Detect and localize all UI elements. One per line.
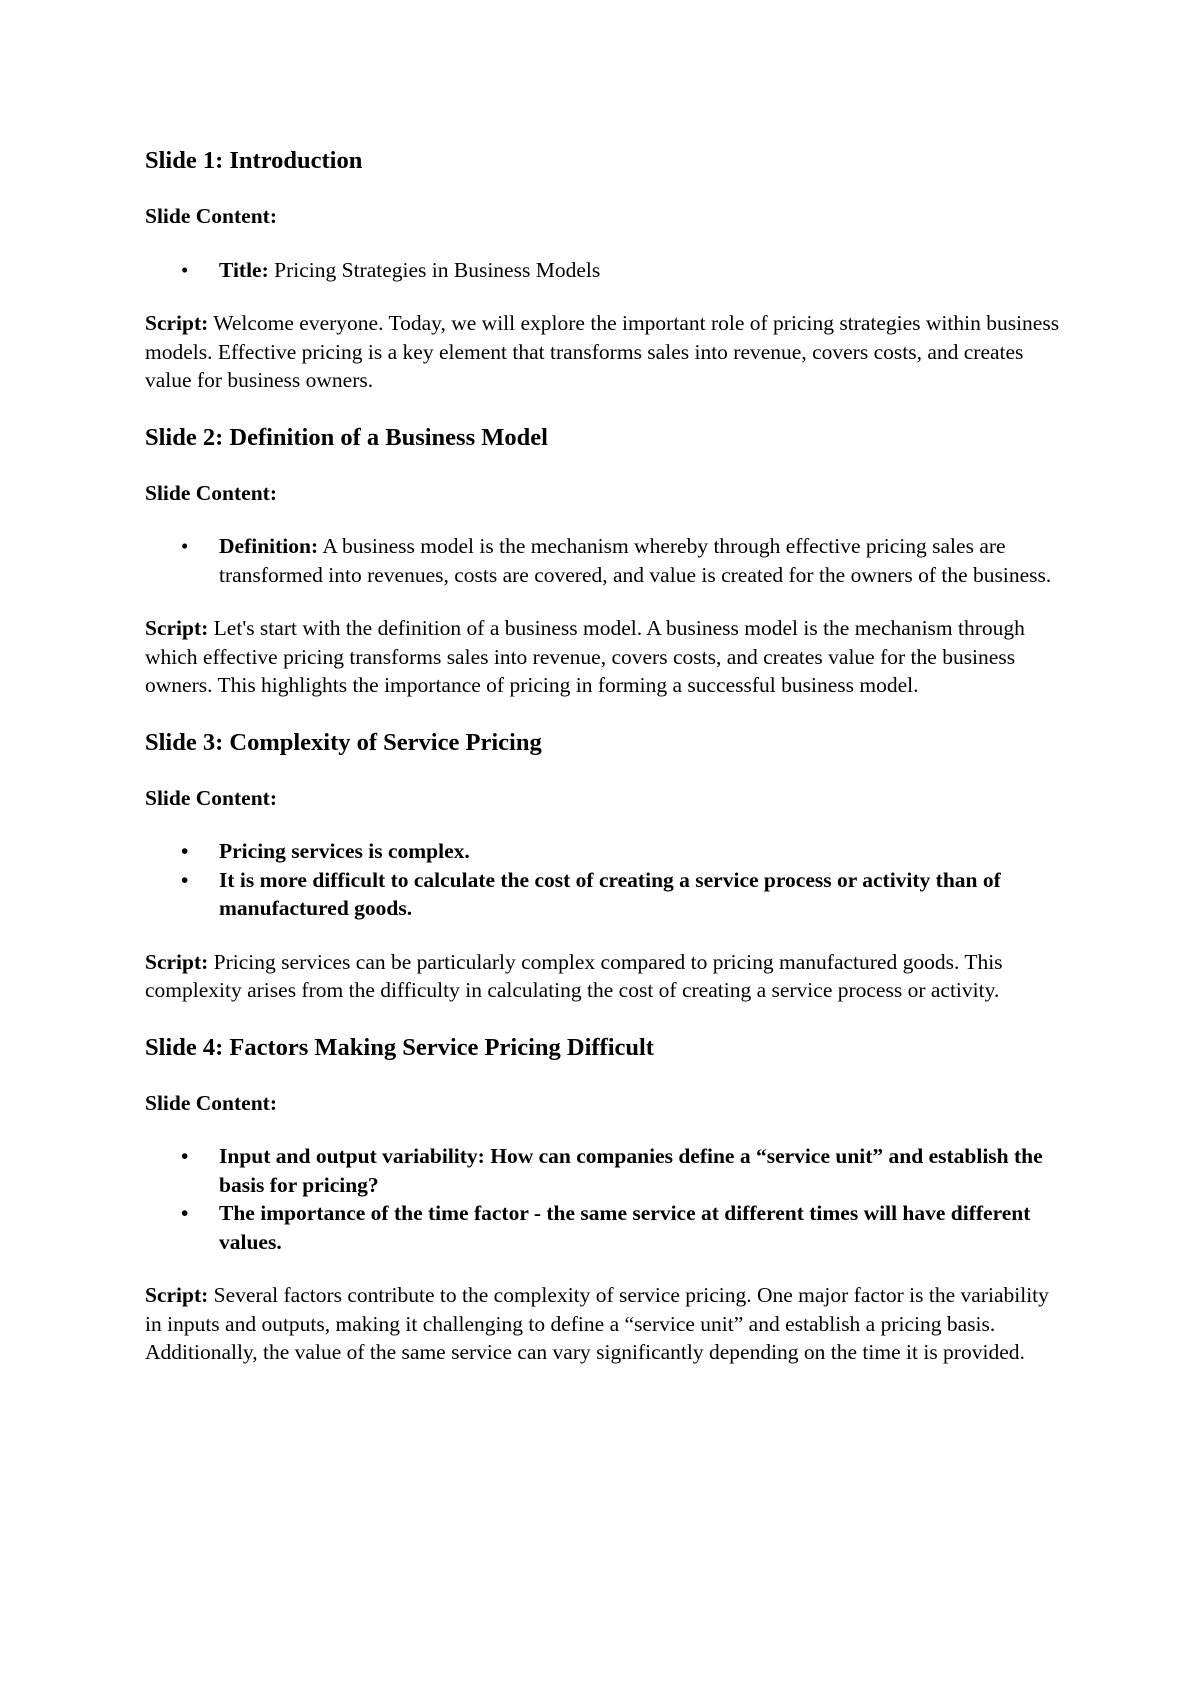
bullet-text: A business model is the mechanism whereby through effective pricing sales are transformed into revenues, costs are covered, and value is created for the owners of the business.	[219, 534, 1052, 587]
slide-section-3	[145, 727, 1065, 1005]
bullet-item	[145, 532, 1065, 589]
bullet-list	[145, 1142, 1065, 1256]
slide-content-label: Slide Content:	[145, 1090, 277, 1115]
slide-heading: Slide 1: Introduction	[145, 147, 363, 174]
bullet-item	[145, 256, 1065, 285]
script-text: Welcome everyone. Today, we will explore the important role of pricing strategies within business models. Effective pricing is a key element that transforms sales into revenue, covers costs, and creates value for business owners.	[145, 311, 1060, 392]
bullet-label: Definition:	[219, 534, 319, 558]
slide-content-label: Slide Content:	[145, 480, 277, 505]
script-text: Several factors contribute to the complexity of service pricing. One major factor is the variability in inputs and outputs, making it challenging to define a “service unit” and establish a pricing basis. Additionally, the value of the same service can vary significantly depending on the time it is provided.	[145, 1283, 1049, 1364]
script-label: Script:	[145, 616, 209, 640]
slide-section-4	[145, 1032, 1065, 1367]
bullet-item: • It is more difficult to calculate the cost of creating a service process or activity than of manufactured goods.	[145, 866, 1065, 923]
bullet-list	[145, 256, 1065, 285]
bullet-text: Pricing Strategies in Business Models	[268, 257, 601, 282]
bullet-list	[145, 532, 1065, 589]
slide-section-2	[145, 422, 1065, 700]
script-label: Script:	[145, 949, 209, 974]
slide-heading: Slide 4: Factors Making Service Pricing Difficult	[145, 1033, 654, 1061]
slide-heading: Slide 3: Complexity of Service Pricing	[145, 728, 542, 756]
script-paragraph	[145, 1281, 1065, 1367]
slide-section-1	[145, 145, 1065, 395]
script-paragraph	[145, 948, 1065, 1005]
script-paragraph	[145, 614, 1065, 700]
script-label: Script:	[145, 1283, 209, 1307]
slide-content-label: Slide Content:	[145, 204, 277, 228]
script-text: Pricing services can be particularly complex compared to pricing manufactured goods. This complexity arises from the difficulty in calculating the cost of creating a service process or activity.	[145, 949, 1003, 1002]
bullet-item: • The importance of the time factor - the same service at different times will have different values.	[145, 1199, 1065, 1256]
bullet-item: • Input and output variability: How can companies define a “service unit” and establish the basis for pricing?	[145, 1142, 1065, 1199]
bullet-list	[145, 837, 1065, 923]
bullet-label: Title:	[219, 257, 269, 282]
script-paragraph	[145, 309, 1065, 395]
document-body	[145, 145, 1065, 1394]
script-label: Script:	[145, 311, 209, 335]
slide-content-label: Slide Content:	[145, 785, 277, 810]
script-text: Let's start with the definition of a business model. A business model is the mechanism through which effective pricing transforms sales into revenue, covers costs, and creates value for the business owners. This highlights the importance of pricing in forming a successful business model.	[145, 616, 1025, 697]
bullet-item: • Pricing services is complex.	[145, 837, 1065, 866]
slide-heading: Slide 2: Definition of a Business Model	[145, 423, 548, 451]
